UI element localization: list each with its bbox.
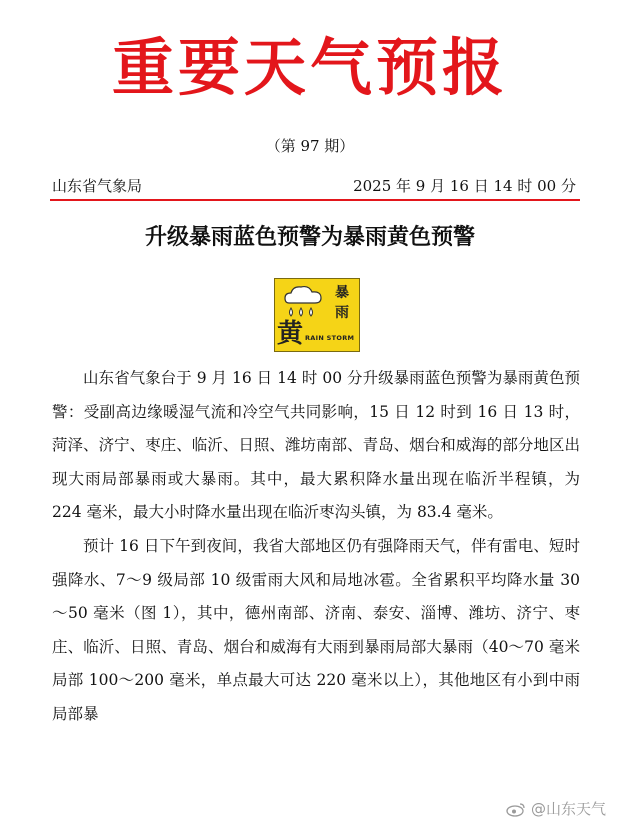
watermark-text: @山东天气	[530, 800, 606, 818]
warning-type-english: RAIN STORM	[305, 334, 355, 342]
document-masthead: 重要天气预报	[111, 31, 508, 104]
paragraph: 预计 16 日下午到夜间，我省大部地区仍有强降雨天气，伴有雷电、短时强降水、7～9 级局部 10 级雷雨大风和局地冰雹。全省累积平均降水量 30～50 毫米（图 1），其中，德州南部、济南、泰安、淄博、潍坊、济宁、枣庄、临沂、日照、青岛、烟台和威海有大雨到暴雨局部大暴雨（40～70 毫米局部 100～200 毫米，单点最大可达 220 毫米以上），其他地区有小到中雨局部暴	[52, 536, 580, 723]
meta-row	[52, 175, 576, 197]
warning-type-char: 暴	[335, 285, 349, 301]
weibo-icon	[506, 801, 526, 817]
rain-cloud-icon	[279, 283, 329, 323]
warning-level-char: 黄	[277, 319, 304, 349]
weibo-watermark	[506, 798, 606, 819]
issue-datetime: 2025 年 9 月 16 日 14 时 00 分	[353, 177, 576, 195]
rainstorm-warning-badge	[274, 278, 360, 352]
warning-type-char: 雨	[335, 305, 349, 321]
paragraph: 山东省气象台于 9 月 16 日 14 时 00 分升级暴雨蓝色预警为暴雨黄色预警：受副高边缘暖湿气流和冷空气共同影响，15 日 12 时到 16 日 13 时，菏泽、济宁、枣庄、临沂、日照、潍坊南部、青岛、烟台和威海的部分地区出现大雨局部暴雨或大暴雨。其中，最大累积降水量出现在临沂半程镇，为 224 毫米，最大小时降水量出现在临沂枣沟头镇，为 83.4 毫米。	[52, 369, 580, 522]
issue-number: （第 97 期）	[265, 137, 355, 155]
header-divider	[50, 199, 580, 201]
warning-body	[52, 362, 580, 732]
issuing-agency: 山东省气象局	[52, 177, 143, 195]
headline: 升级暴雨蓝色预警为暴雨黄色预警	[144, 225, 475, 250]
